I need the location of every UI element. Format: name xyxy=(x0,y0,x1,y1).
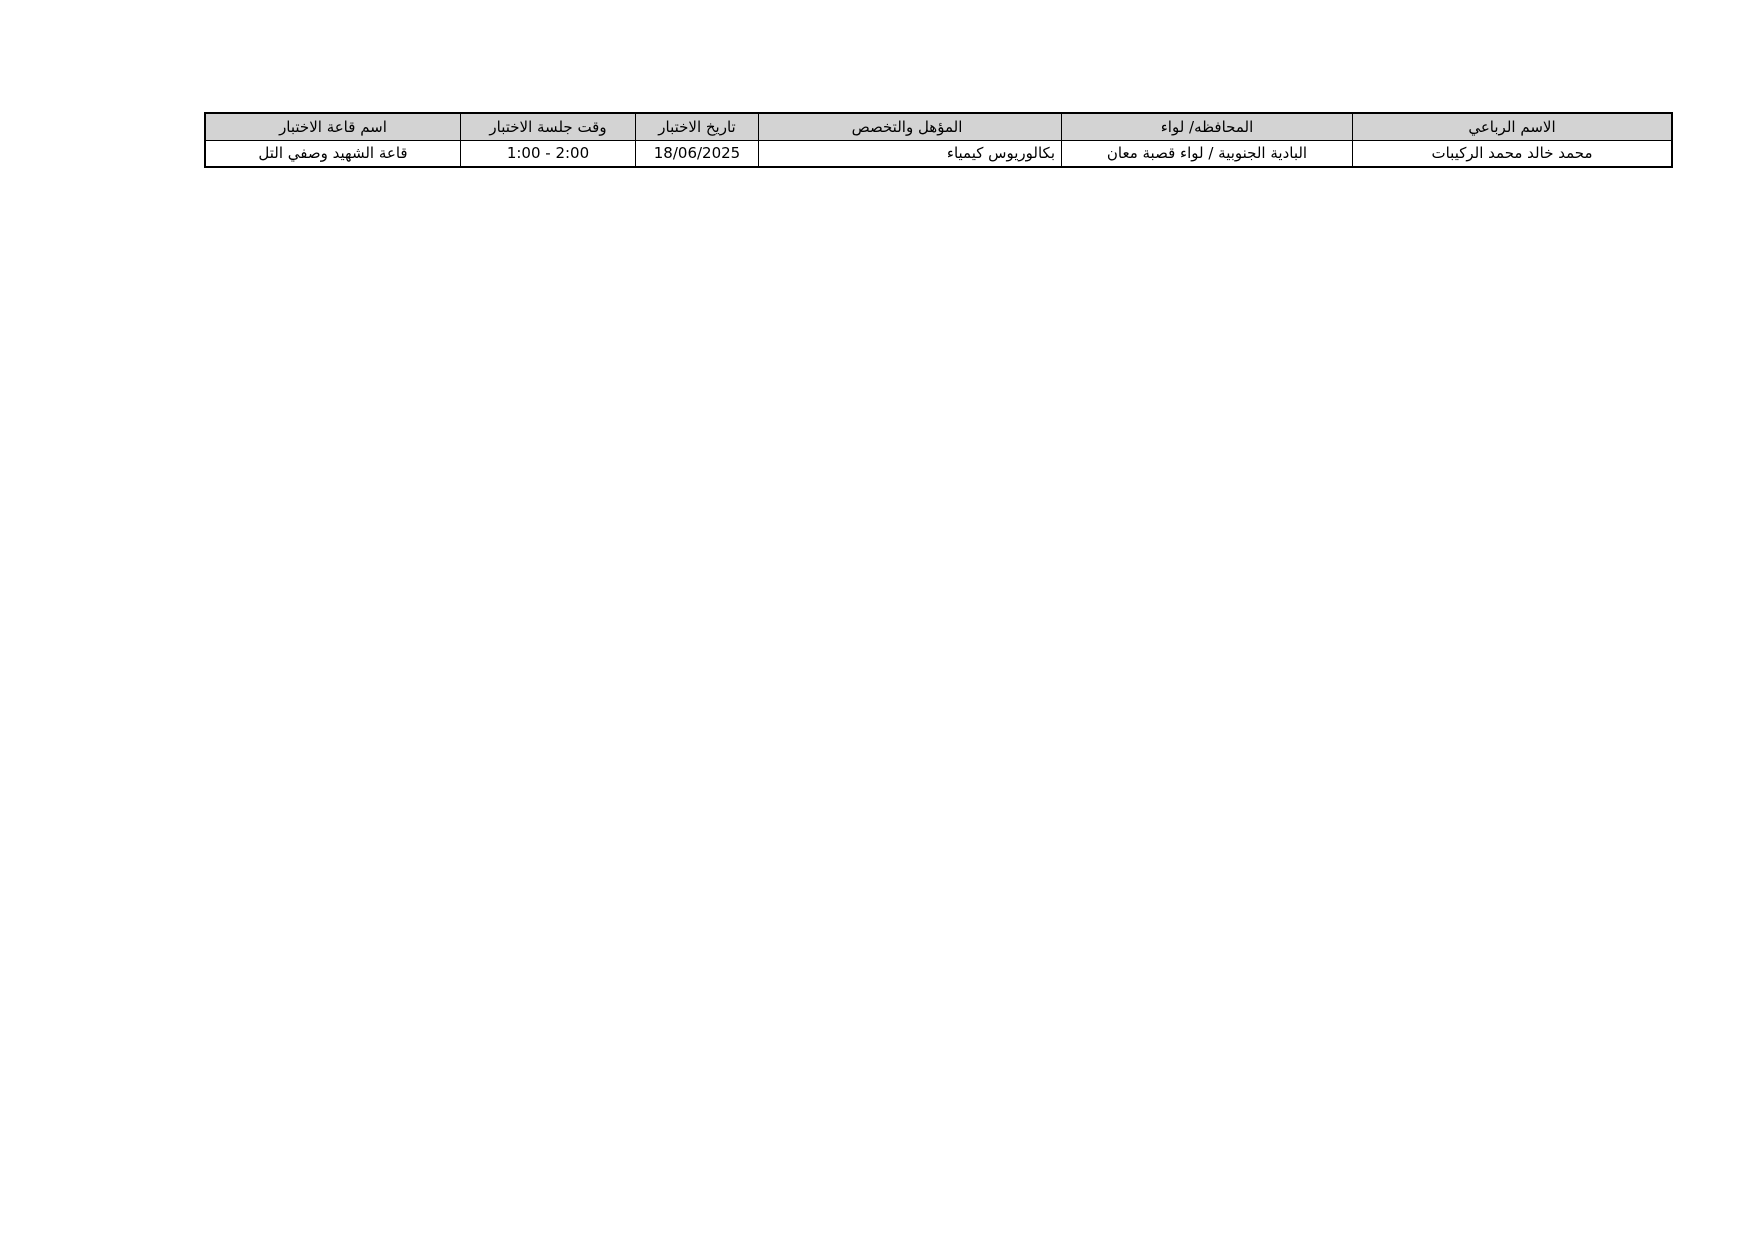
cell-name: محمد خالد محمد الركيبات xyxy=(1353,141,1673,167)
header-name: الاسم الرباعي xyxy=(1353,113,1673,141)
header-time: وقت جلسة الاختبار xyxy=(461,113,636,141)
cell-governorate: البادية الجنوبية / لواء قصبة معان xyxy=(1062,141,1353,167)
header-date: تاريخ الاختبار xyxy=(636,113,759,141)
table-row xyxy=(205,141,1672,167)
exam-schedule-table xyxy=(204,112,1673,168)
cell-room: قاعة الشهيد وصفي التل xyxy=(205,141,461,167)
header-room: اسم قاعة الاختبار xyxy=(205,113,461,141)
cell-time: 1:00 - 2:00 xyxy=(461,141,636,167)
header-governorate: المحافظه/ لواء xyxy=(1062,113,1353,141)
cell-date: 18/06/2025 xyxy=(636,141,759,167)
cell-qualification: بكالوريوس كيمياء xyxy=(759,141,1062,167)
header-qualification: المؤهل والتخصص xyxy=(759,113,1062,141)
header-row xyxy=(205,113,1672,141)
